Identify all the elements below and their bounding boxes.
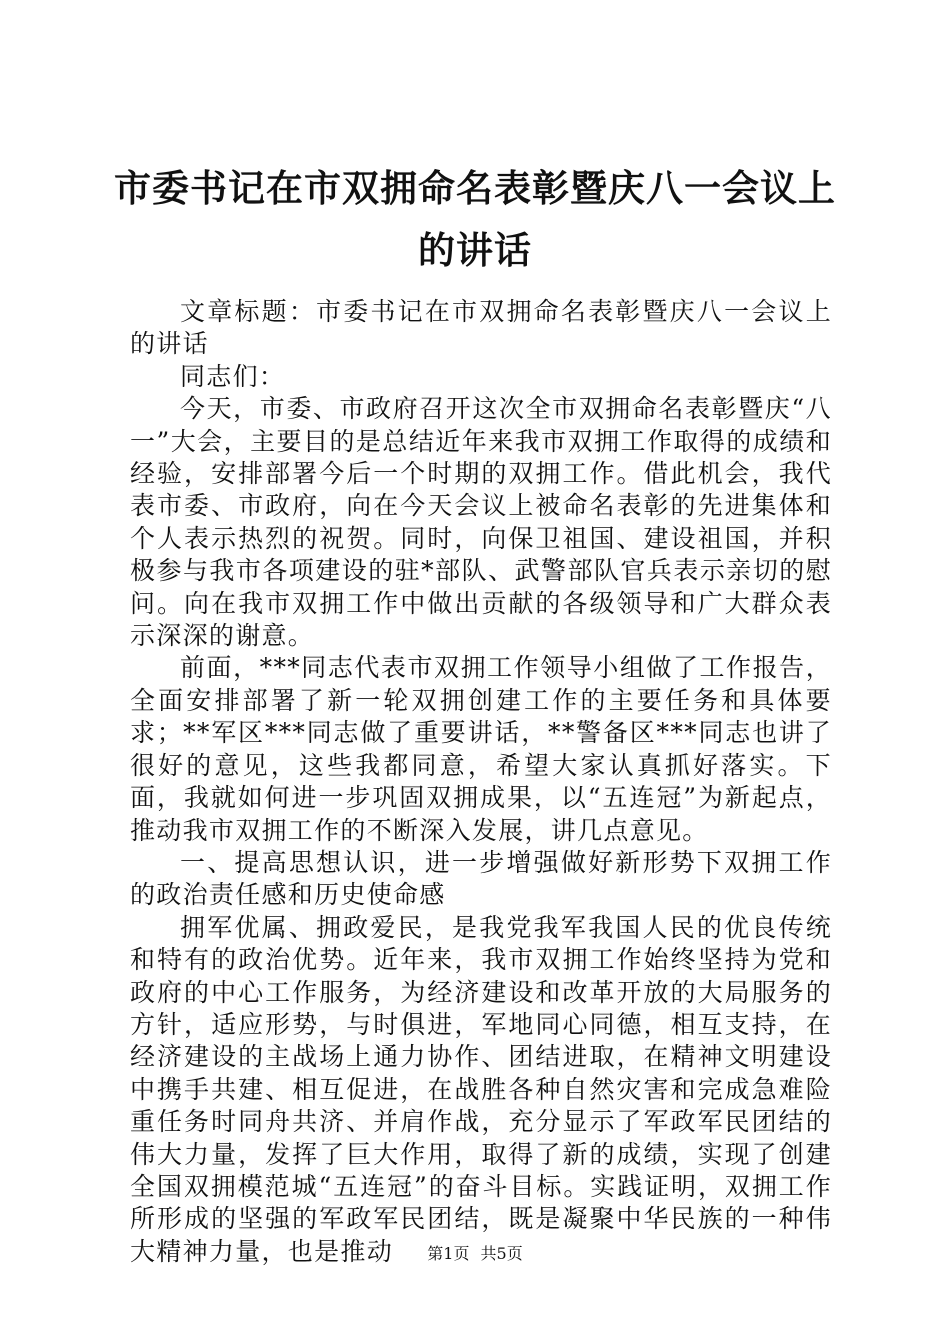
document-title: 市委书记在市双拥命名表彰暨庆八一会议上的讲话 — [114, 167, 836, 272]
paragraph-article-title: 文章标题：市委书记在市双拥命名表彰暨庆八一会议上的讲话 — [130, 297, 832, 359]
paragraph-salutation: 同志们： — [180, 361, 286, 391]
page-total: 共5页 — [480, 1244, 523, 1263]
page-footer — [0, 1244, 950, 1264]
paragraph-section-1: 拥军优属、拥政爱民，是我党我军我国人民的优良传统和特有的政治优势。近年来，我市双拥工作始终坚持为党和政府的中心工作服务，为经济建设和改革开放的大局服务的方针，适应形势，与时俱进，军地同心同德，相互支持，在经济建设的主战场上通力协作、团结进取，在精神文明建设中携手共建、相互促进，在战胜各种自然灾害和完成急难险重任务时同舟共济、并肩作战，充分显示了军政军民团结的伟大力量，发挥了巨大作用，取得了新的成绩，实现了创建全国双拥模范城“五连冠”的奋斗目标。实践证明，双拥工作所形成的坚强的军政军民团结，既是凝聚中华民族的一种伟大精神力量，也是推动 — [130, 912, 832, 1266]
paragraph-preface: 前面，***同志代表市双拥工作领导小组做了工作报告，全面安排部署了新一轮双拥创建工作的主要任务和具体要求；**军区***同志做了重要讲话，**警备区***同志也讲了很好的意见，这些我都同意，希望大家认真抓好落实。下面，我就如何进一步巩固双拥成果，以“五连冠”为新起点，推动我市双拥工作的不断深入发展，讲几点意见。 — [130, 653, 832, 845]
document-body — [130, 296, 832, 1268]
paragraph-opening: 今天，市委、市政府召开这次全市双拥命名表彰暨庆“八一”大会，主要目的是总结近年来我市双拥工作取得的成绩和经验，安排部署今后一个时期的双拥工作。借此机会，我代表市委、市政府，向在今天会议上被命名表彰的先进集体和个人表示热烈的祝贺。同时，向保卫祖国、建设祖国，并积极参与我市各项建设的驻*部队、武警部队官兵表示亲切的慰问。向在我市双拥工作中做出贡献的各级领导和广大群众表示深深的谢意。 — [130, 394, 832, 651]
page-number: 第1页 — [427, 1244, 470, 1263]
section-heading-1: 一、提高思想认识，进一步增强做好新形势下双拥工作的政治责任感和历史使命感 — [130, 847, 832, 910]
